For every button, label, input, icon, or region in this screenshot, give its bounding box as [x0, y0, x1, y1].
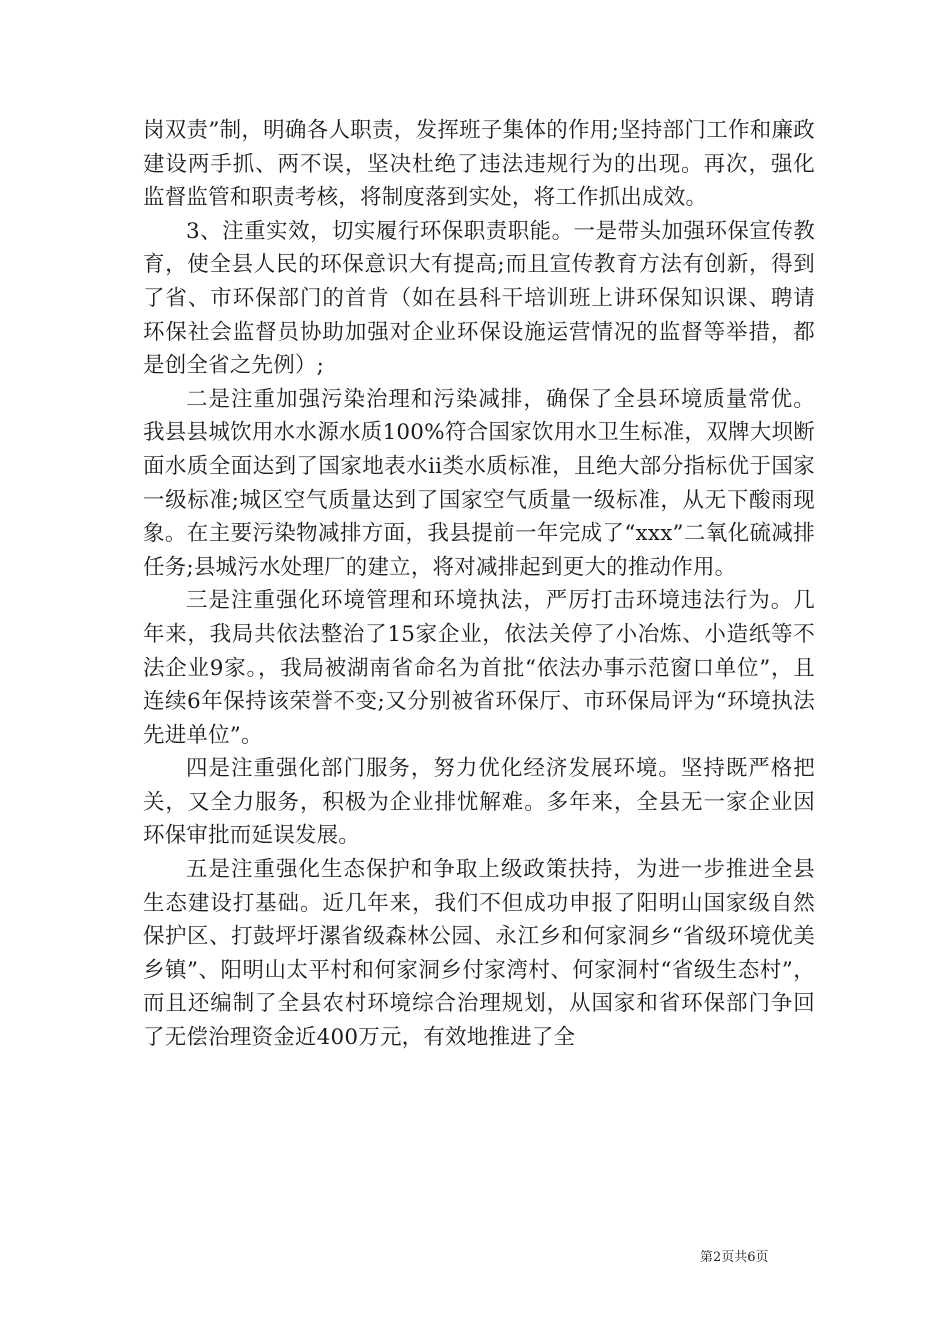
paragraph-4: 三是注重强化环境管理和环境执法，严厉打击环境违法行为。几年来，我局共依法整治了15家企业，依法关停了小冶炼、小造纸等不法企业9家。，我局被湖南省命名为首批“依法办事示范窗口单位”，且连续6年保持该荣誉不变;又分别被省环保厅、市环保局评为“环境执法先进单位”。: [143, 588, 815, 748]
paragraph-5: 四是注重强化部门服务，努力优化经济发展环境。坚持既严格把关，又全力服务，积极为企业排忧解难。多年来，全县无一家企业因环保审批而延误发展。: [143, 756, 815, 849]
paragraph-1: 岗双责”制，明确各人职责，发挥班子集体的作用;坚持部门工作和廉政建设两手抓、两不误，坚决杜绝了违法违规行为的出现。再次，强化监督监管和职责考核，将制度落到实处，将工作抓出成效。: [143, 118, 815, 211]
page-number: 第2页共6页: [700, 1250, 769, 1265]
document-body: [143, 114, 815, 1055]
paragraph-3: 二是注重加强污染治理和污染减排，确保了全县环境质量常优。我县县城饮用水水源水质100%符合国家饮用水卫生标准，双牌大坝断面水质全面达到了国家地表水ii类水质标准，且绝大部分指标优于国家一级标准;城区空气质量达到了国家空气质量一级标准，从无下酸雨现象。在主要污染物减排方面，我县提前一年完成了“xxx”二氧化硫减排任务;县城污水处理厂的建立，将对减排起到更大的推动作用。: [143, 386, 815, 580]
paragraph-6: 五是注重强化生态保护和争取上级政策扶持，为进一步推进全县生态建设打基础。近几年来，我们不但成功申报了阳明山国家级自然保护区、打鼓坪圩漯省级森林公园、永江乡和何家洞乡“省级环境优美乡镇”、阳明山太平村和何家洞乡付家湾村、何家洞村“省级生态村”，而且还编制了全县农村环境综合治理规划，从国家和省环保部门争回了无偿治理资金近400万元，有效地推进了全: [143, 857, 815, 1051]
paragraph-2: 3、注重实效，切实履行环保职责职能。一是带头加强环保宣传教育，使全县人民的环保意识大有提高;而且宣传教育方法有创新，得到了省、市环保部门的首肯（如在县科干培训班上讲环保知识课、聘请环保社会监督员协助加强对企业环保设施运营情况的监督等举措，都是创全省之先例）;: [143, 218, 815, 379]
